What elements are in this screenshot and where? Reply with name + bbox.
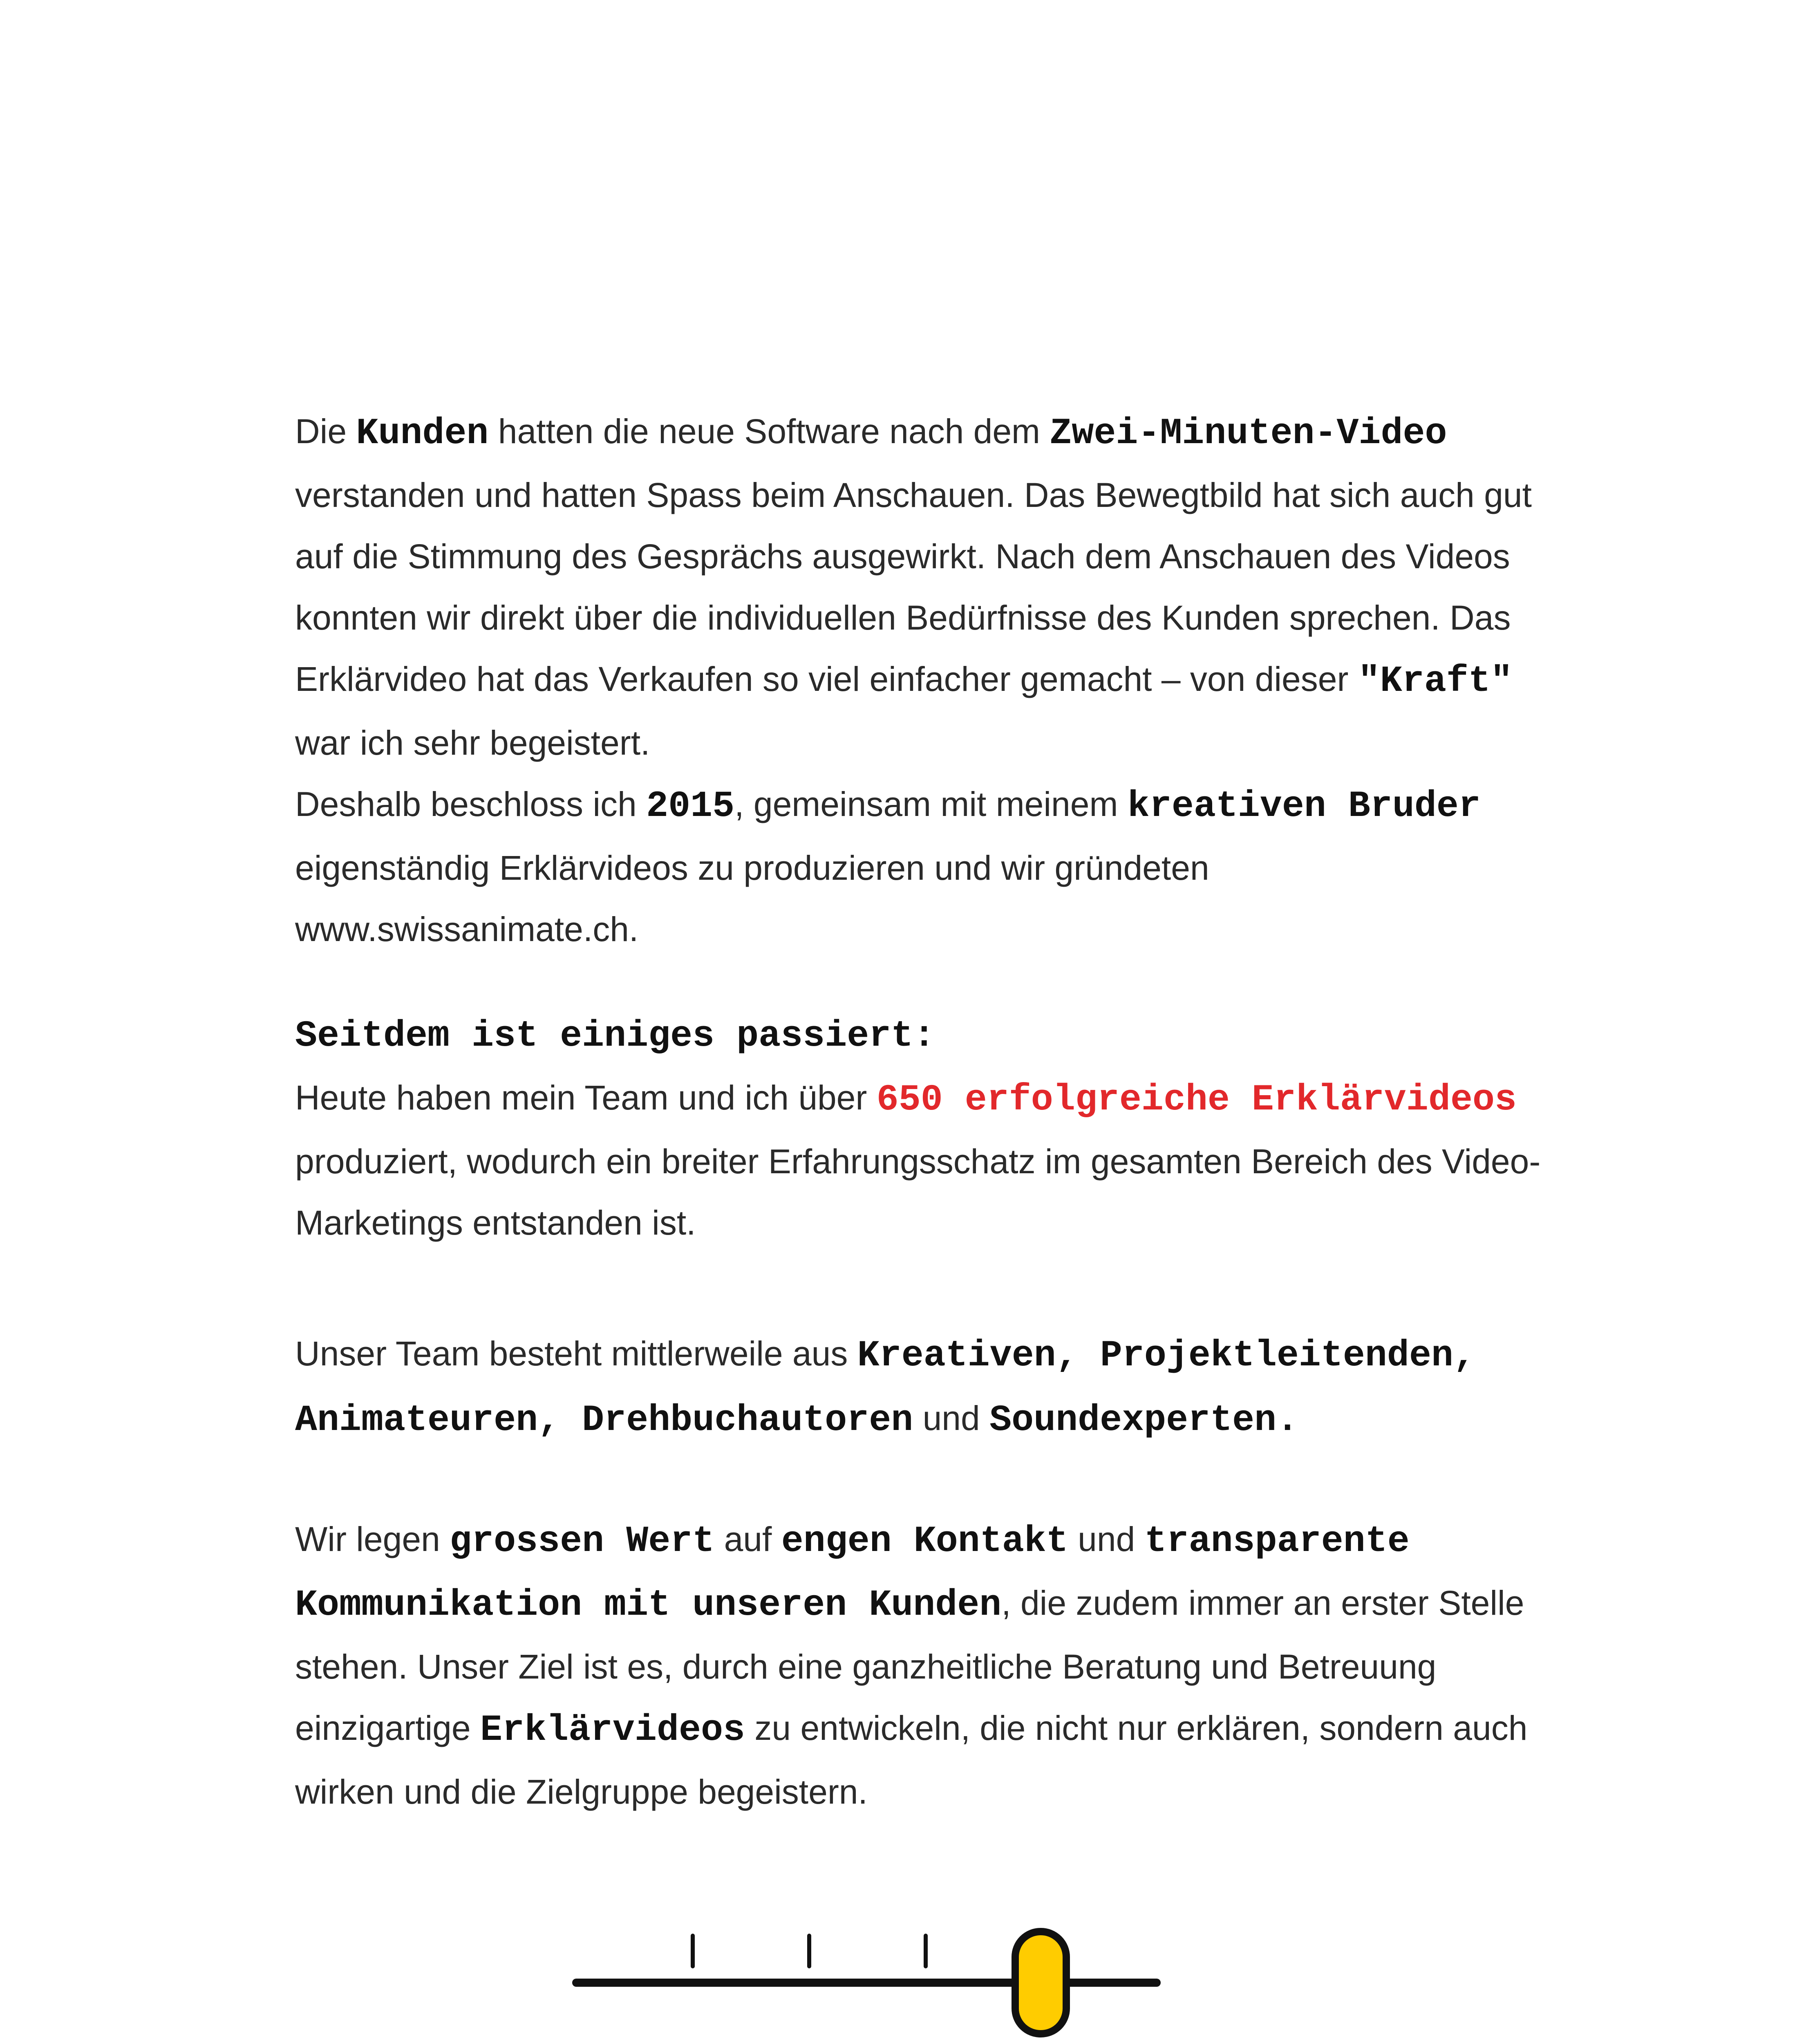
text-run: , gemeinsam mit meinem — [734, 785, 1128, 823]
text-run: , die zudem immer an erster Stelle stehen. Unser Ziel ist es, durch eine ganzheitliche Beratung und Betreuung einzigartige — [295, 1584, 1524, 1747]
text-run: Heute haben mein Team und ich über — [295, 1078, 877, 1117]
text-run: Unser Team besteht mittlerweile aus — [295, 1334, 857, 1373]
highlight-kommunikation: transparente Kommunikation mit unseren Kunden — [295, 1521, 1410, 1626]
text-run: hatten die neue Software nach dem — [488, 412, 1050, 450]
highlight-kreativen-bruder: kreativen Bruder — [1127, 786, 1481, 827]
highlight-engen-kontakt: engen Kontakt — [781, 1521, 1068, 1562]
highlight-kraft: "Kraft" — [1358, 661, 1513, 702]
highlight-year: 2015 — [646, 786, 735, 827]
highlight-kunden: Kunden — [356, 413, 489, 455]
highlight-650-videos: 650 erfolgreiche Erklärvideos — [876, 1079, 1517, 1121]
highlight-zwei-minuten-video: Zwei-Minuten-Video — [1050, 413, 1447, 455]
text-run: eigenständig Erklärvideos zu produzieren und wir gründeten www.swissanimate.ch. — [295, 849, 1209, 948]
text-run: verstanden und hatten Spass beim Anschauen. Das Bewegtbild hat sich auch gut auf die Stimmung des Gesprächs ausgewirkt. Nach dem Anschauen des Videos konnten wir direkt über die individuellen Bedürfnisse des Kunden sprechen. Das Erklärvideo hat das Verkaufen so viel einfacher gemacht – von dieser — [295, 476, 1532, 698]
highlight-soundexperten: Soundexperten. — [989, 1400, 1299, 1441]
highlight-team-roles: Kreativen, Projektleitenden, Animateuren, Drehbuchautoren — [295, 1335, 1475, 1441]
text-run: Deshalb beschloss ich — [295, 785, 647, 823]
section-heading: Seitdem ist einiges passiert: — [295, 1015, 935, 1057]
text-run: Wir legen — [295, 1520, 450, 1558]
text-run: produziert, wodurch ein breiter Erfahrungsschatz im gesamten Bereich des Video-Marketings entstanden ist. — [295, 1142, 1541, 1242]
slider-knob-yellow — [1015, 1932, 1066, 2034]
slider-top — [576, 1932, 1157, 2034]
text-run: und — [1068, 1520, 1145, 1558]
text-run: Die — [295, 412, 356, 450]
text-run: auf — [714, 1520, 781, 1558]
highlight-grossen-wert: grossen Wert — [450, 1521, 715, 1562]
highlight-erklaervideos: Erklärvideos — [480, 1710, 745, 1751]
text-run: und — [913, 1399, 990, 1437]
text-run: zu entwickeln, die nicht nur erklären, sondern auch wirken und die Zielgruppe begeistern. — [295, 1709, 1528, 1811]
text-run: war ich sehr begeistert. — [295, 724, 650, 762]
